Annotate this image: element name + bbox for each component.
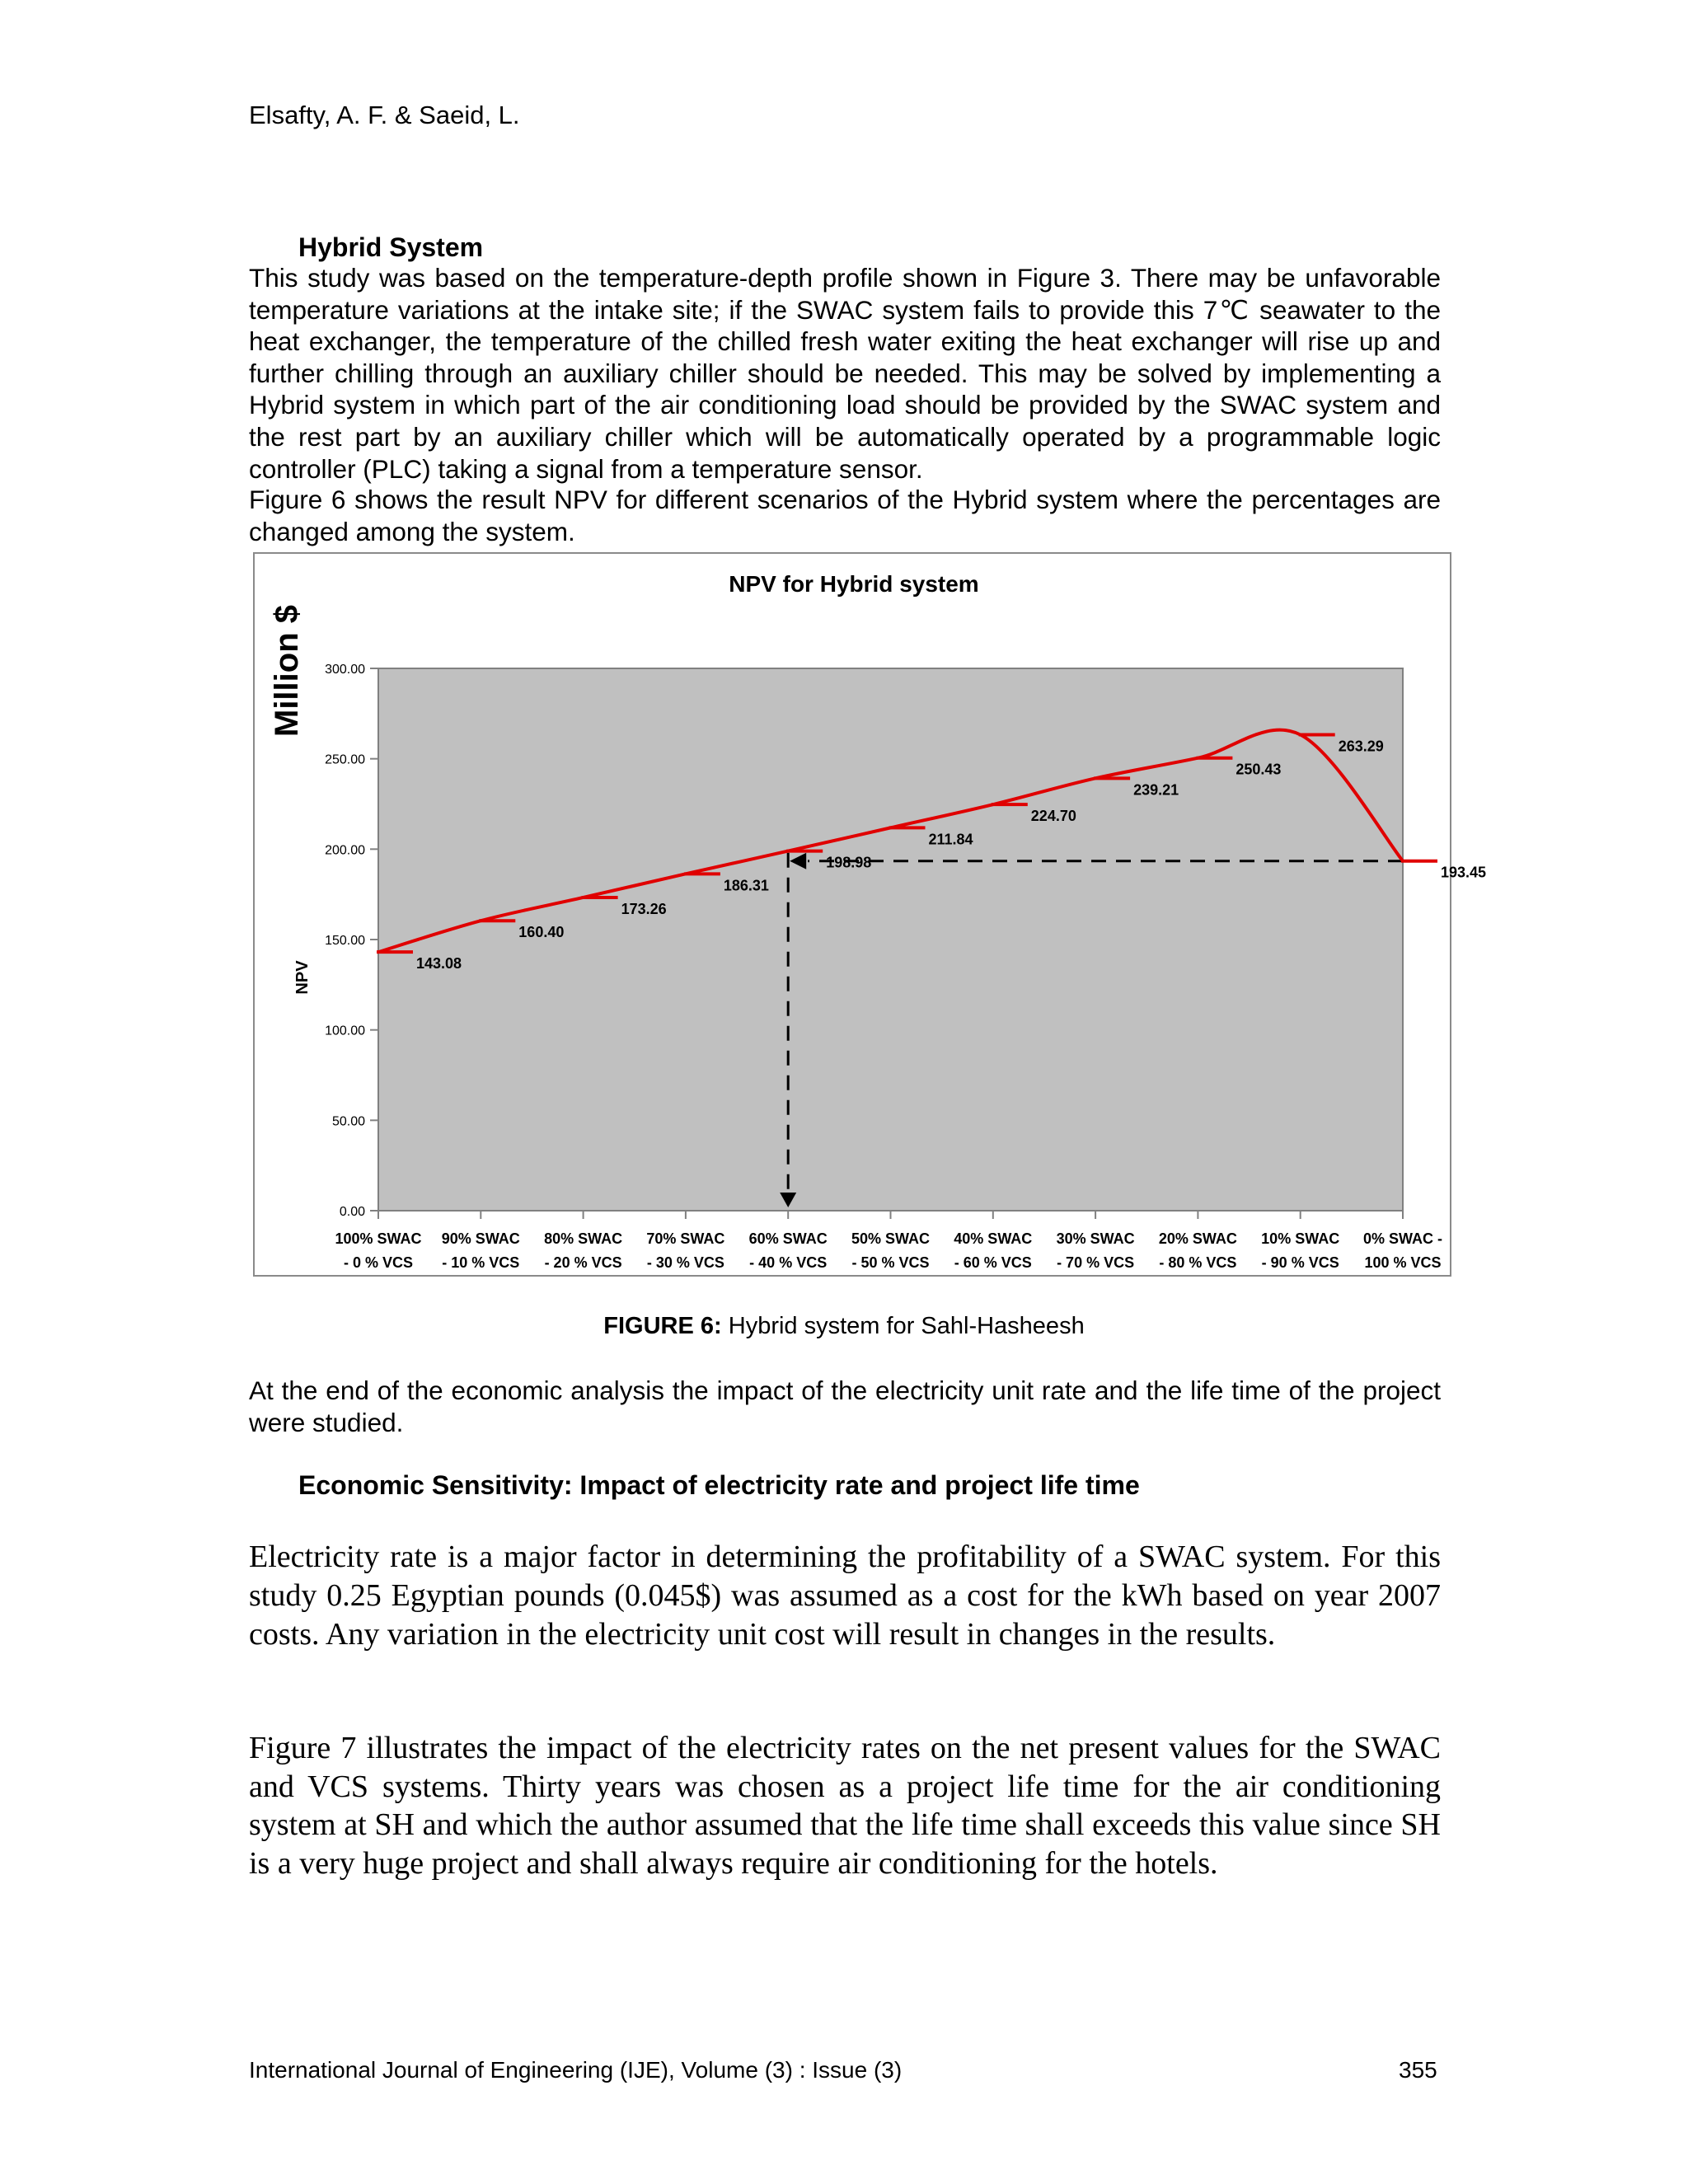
paragraph-hybrid-description: This study was based on the temperature-depth profile shown in Figure 3. There may be unfavorable temperature variations at the intake site; if the SWAC system fails to provide this 7℃ seawater to the heat exchanger, the temperature of the chilled fresh water exiting the heat exchanger will rise up and further chilling through an auxiliary chiller should be needed. This may be solved by implementing a Hybrid system in which part of the air conditioning load should be provided by the SWAC system and the rest part by an auxiliary chiller which will be automatically operated by a programmable logic controller (PLC) taking a signal from a temperature sensor.: [249, 263, 1441, 484]
figure-6-chart-frame: [253, 552, 1487, 1277]
chart-title: NPV for Hybrid system: [729, 571, 979, 597]
y-tick-label: 250.00: [325, 752, 365, 767]
data-label: 224.70: [1030, 808, 1076, 825]
x-tick-label: 0% SWAC -100 % VCS: [1362, 1230, 1443, 1271]
x-tick-label: 80% SWAC - 20 % VCS: [544, 1230, 623, 1271]
x-axis-ticks: [335, 1211, 1442, 1271]
data-label: 186.31: [723, 877, 769, 894]
paragraph-electricity-rate: Electricity rate is a major factor in determining the profitability of a SWAC system. For this study 0.25 Egyptian pounds (0.045$) was assumed as a cost for the kWh based on year 2007 costs. Any variation in the electricity unit cost will result in changes in the results.: [249, 1540, 1441, 1652]
paragraph-figure6-intro: Figure 6 shows the result NPV for different scenarios of the Hybrid system where the percentages are changed among the system.: [249, 485, 1441, 546]
y-axis-label: NPV: [293, 960, 312, 995]
unit-label-million-dollars: Million $: [269, 605, 305, 737]
x-tick-label: 30% SWAC - 70 % VCS: [1056, 1230, 1135, 1271]
x-tick-label: 20% SWAC - 80 % VCS: [1158, 1230, 1237, 1271]
data-label: 143.08: [416, 955, 462, 972]
data-label: 211.84: [928, 831, 973, 848]
y-tick-label: 300.00: [325, 663, 365, 677]
footer-journal-info: International Journal of Engineering (IJE), Volume (3) : Issue (3): [249, 2057, 903, 2083]
data-label: 263.29: [1338, 738, 1384, 755]
x-tick-label: 100% SWAC - 0 % VCS: [335, 1230, 422, 1271]
npv-hybrid-chart: [255, 554, 1487, 1278]
x-tick-label: 90% SWAC - 10 % VCS: [441, 1230, 520, 1271]
paragraph-figure7-description: Figure 7 illustrates the impact of the electricity rates on the net present values for the SWAC and VCS systems. Thirty years was chosen as a project life time for the air conditioning system at SH and which the author assumed that the life time shall exceeds this value since SH is a very huge project and shall always require air conditioning for the hotels.: [249, 1731, 1441, 1881]
data-label: 173.26: [621, 900, 667, 917]
y-tick-label: 200.00: [325, 843, 365, 858]
data-label: 198.98: [826, 854, 872, 871]
section-heading-economic-sensitivity: Economic Sensitivity: Impact of electricity rate and project life time: [298, 1470, 1140, 1500]
data-label: 193.45: [1441, 864, 1487, 881]
y-tick-label: 0.00: [339, 1205, 365, 1219]
data-label: 250.43: [1236, 761, 1282, 778]
section-heading-hybrid-system: Hybrid System: [298, 232, 484, 262]
x-tick-label: 10% SWAC - 90 % VCS: [1261, 1230, 1340, 1271]
x-tick-label: 70% SWAC - 30 % VCS: [646, 1230, 725, 1271]
y-tick-label: 150.00: [325, 934, 365, 948]
y-tick-label: 50.00: [331, 1114, 365, 1129]
data-label: 160.40: [518, 924, 565, 941]
y-tick-label: 100.00: [325, 1024, 365, 1038]
running-header-authors: Elsafty, A. F. & Saeid, L.: [249, 101, 520, 129]
data-label: 239.21: [1133, 781, 1179, 799]
x-tick-label: 40% SWAC - 60 % VCS: [954, 1230, 1033, 1271]
figure-caption: [0, 1313, 1688, 1340]
x-tick-label: 60% SWAC - 40 % VCS: [748, 1230, 828, 1271]
figure-caption-text: Hybrid system for Sahl-Hasheesh: [728, 1313, 1085, 1339]
y-axis-ticks: [325, 663, 378, 1219]
x-tick-label: 50% SWAC - 50 % VCS: [851, 1230, 931, 1271]
footer-page-number: 355: [1399, 2057, 1437, 2083]
paragraph-analysis-end: At the end of the economic analysis the impact of the electricity unit rate and the life time of the project were studied.: [249, 1376, 1441, 1437]
figure-caption-label: FIGURE 6:: [603, 1313, 722, 1339]
